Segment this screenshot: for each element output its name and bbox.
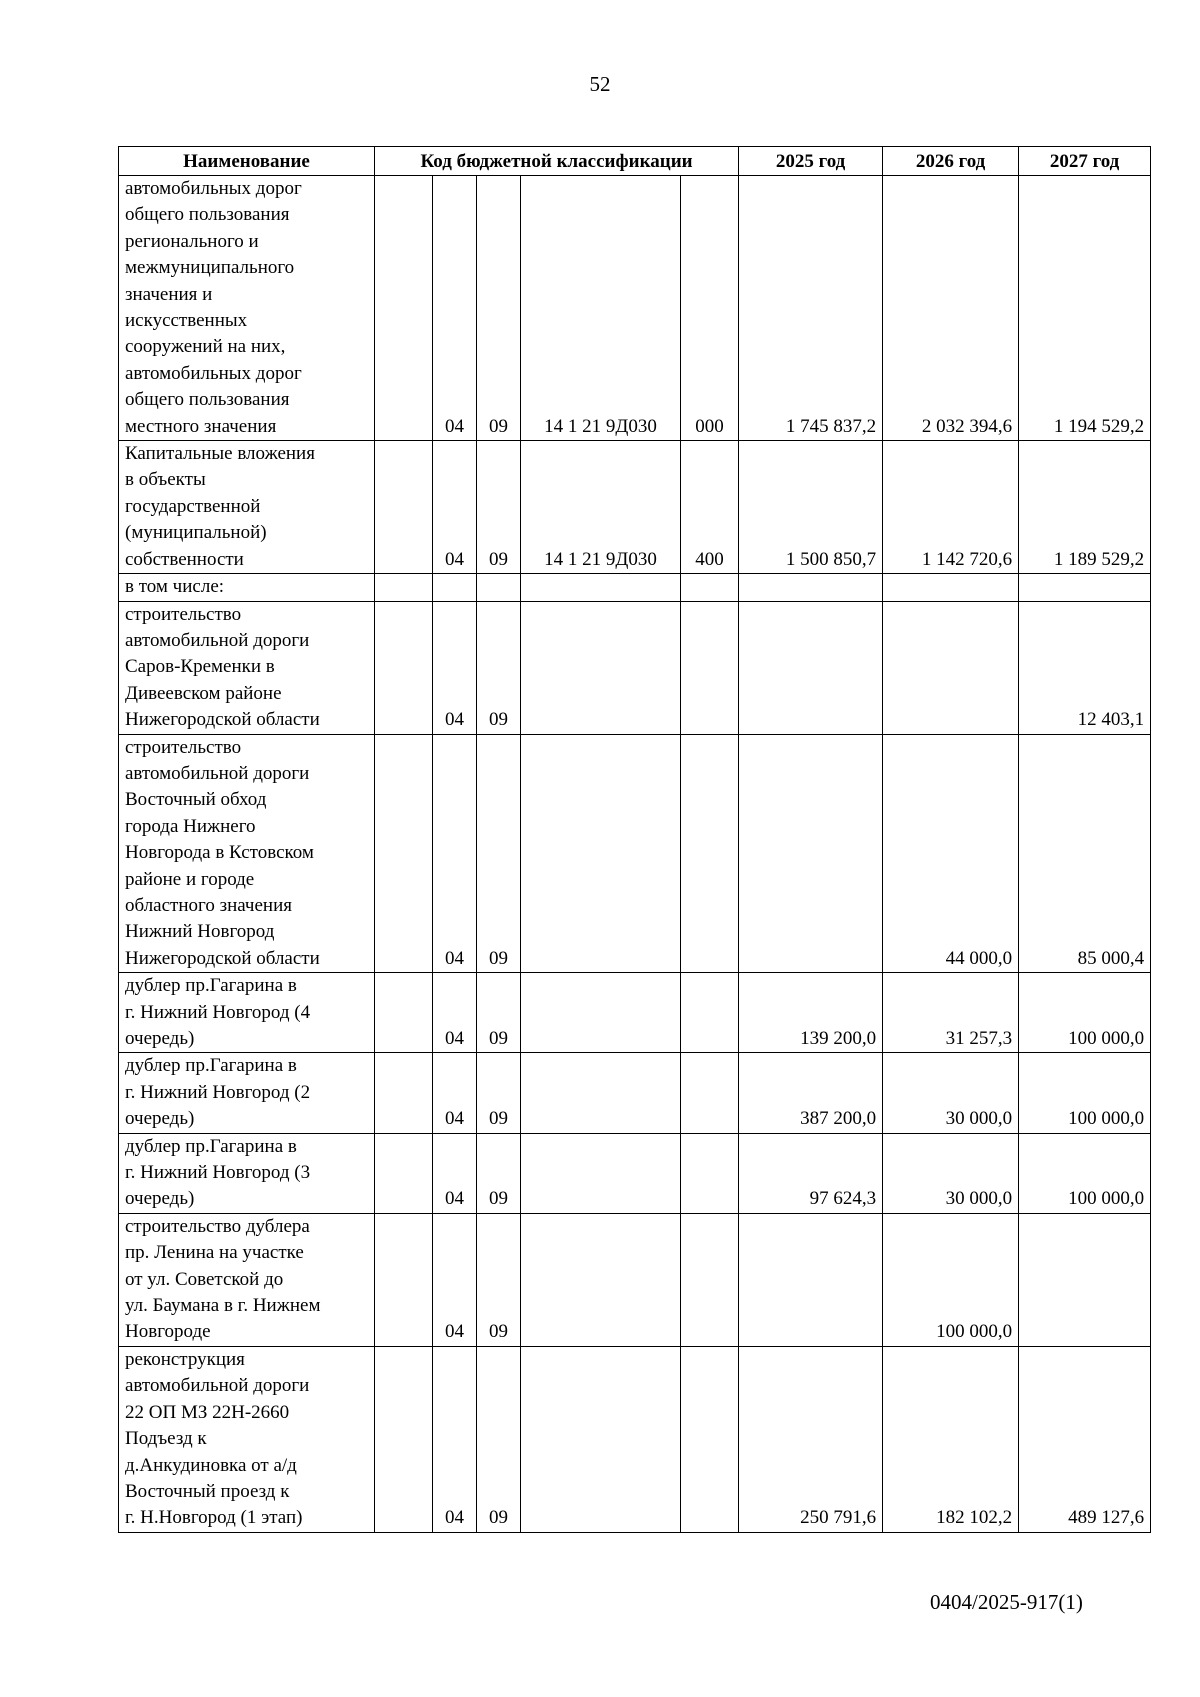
code-section: 04 <box>433 441 477 574</box>
code-expense-type <box>681 1133 739 1213</box>
value-2025: 97 624,3 <box>739 1133 883 1213</box>
value-2027: 100 000,0 <box>1019 973 1151 1053</box>
value-2025 <box>739 574 883 601</box>
table-row <box>119 1133 1151 1213</box>
table-row <box>119 601 1151 734</box>
code-section: 04 <box>433 1213 477 1346</box>
value-2025: 139 200,0 <box>739 973 883 1053</box>
code-subsection: 09 <box>477 1133 521 1213</box>
value-2025 <box>739 601 883 734</box>
code-expense-type <box>681 574 739 601</box>
header-2026: 2026 год <box>883 147 1019 176</box>
code-target <box>521 973 681 1053</box>
value-2026: 2 032 394,6 <box>883 176 1019 441</box>
code-section: 04 <box>433 973 477 1053</box>
code-subsection <box>477 574 521 601</box>
value-2025 <box>739 1213 883 1346</box>
code-subsection: 09 <box>477 1346 521 1532</box>
value-2026 <box>883 574 1019 601</box>
table-row <box>119 734 1151 973</box>
header-2027: 2027 год <box>1019 147 1151 176</box>
table-row <box>119 973 1151 1053</box>
code-subsection: 09 <box>477 176 521 441</box>
row-name: автомобильных дорог общего пользования регионального и межмуниципального значения и искусственных сооружений на них, автомобильных дорог общего пользования местного значения <box>119 176 375 441</box>
code-expense-type <box>681 1213 739 1346</box>
code-part-1 <box>375 1133 433 1213</box>
row-name: строительство автомобильной дороги Саров-Кременки в Дивеевском районе Нижегородской области <box>119 601 375 734</box>
code-target <box>521 1346 681 1532</box>
value-2026: 30 000,0 <box>883 1053 1019 1133</box>
code-target <box>521 734 681 973</box>
table-row <box>119 1053 1151 1133</box>
code-expense-type <box>681 1346 739 1532</box>
row-name: дублер пр.Гагарина в г. Нижний Новгород (2 очередь) <box>119 1053 375 1133</box>
value-2025: 1 745 837,2 <box>739 176 883 441</box>
code-part-1 <box>375 574 433 601</box>
code-expense-type <box>681 973 739 1053</box>
row-name: строительство автомобильной дороги Восточный обход города Нижнего Новгорода в Кстовском районе и городе областного значения Нижний Новгород Нижегородской области <box>119 734 375 973</box>
code-target: 14 1 21 9Д030 <box>521 441 681 574</box>
value-2026 <box>883 601 1019 734</box>
code-expense-type <box>681 1053 739 1133</box>
value-2026: 100 000,0 <box>883 1213 1019 1346</box>
value-2027: 489 127,6 <box>1019 1346 1151 1532</box>
code-section: 04 <box>433 601 477 734</box>
code-expense-type: 400 <box>681 441 739 574</box>
code-section: 04 <box>433 1346 477 1532</box>
code-expense-type: 000 <box>681 176 739 441</box>
code-subsection: 09 <box>477 1213 521 1346</box>
code-subsection: 09 <box>477 734 521 973</box>
value-2025: 387 200,0 <box>739 1053 883 1133</box>
row-name: строительство дублера пр. Ленина на участке от ул. Советской до ул. Баумана в г. Нижнем Новгороде <box>119 1213 375 1346</box>
row-name: Капитальные вложения в объекты государственной (муниципальной) собственности <box>119 441 375 574</box>
code-section: 04 <box>433 1133 477 1213</box>
value-2026: 31 257,3 <box>883 973 1019 1053</box>
value-2027: 1 194 529,2 <box>1019 176 1151 441</box>
code-target <box>521 601 681 734</box>
code-expense-type <box>681 601 739 734</box>
code-target <box>521 574 681 601</box>
code-target <box>521 1213 681 1346</box>
code-target: 14 1 21 9Д030 <box>521 176 681 441</box>
value-2026: 30 000,0 <box>883 1133 1019 1213</box>
header-name: Наименование <box>119 147 375 176</box>
value-2025: 1 500 850,7 <box>739 441 883 574</box>
code-part-1 <box>375 1213 433 1346</box>
code-subsection: 09 <box>477 1053 521 1133</box>
value-2027 <box>1019 1213 1151 1346</box>
code-part-1 <box>375 973 433 1053</box>
value-2027: 85 000,4 <box>1019 734 1151 973</box>
code-subsection: 09 <box>477 441 521 574</box>
code-part-1 <box>375 1053 433 1133</box>
code-target <box>521 1133 681 1213</box>
code-section: 04 <box>433 734 477 973</box>
document-reference: 0404/2025-917(1) <box>930 1590 1083 1614</box>
table-row <box>119 574 1151 601</box>
value-2027: 1 189 529,2 <box>1019 441 1151 574</box>
header-code: Код бюджетной классификации <box>375 147 739 176</box>
code-part-1 <box>375 1346 433 1532</box>
table-row <box>119 176 1151 441</box>
value-2027: 12 403,1 <box>1019 601 1151 734</box>
value-2027: 100 000,0 <box>1019 1053 1151 1133</box>
header-2025: 2025 год <box>739 147 883 176</box>
row-name: реконструкция автомобильной дороги 22 ОП МЗ 22Н-2660 Подъезд к д.Анкудиновка от а/д Восточный проезд к г. Н.Новгород (1 этап) <box>119 1346 375 1532</box>
value-2026: 44 000,0 <box>883 734 1019 973</box>
value-2025: 250 791,6 <box>739 1346 883 1532</box>
code-part-1 <box>375 441 433 574</box>
table-row <box>119 1213 1151 1346</box>
header-row <box>119 147 1151 176</box>
value-2026: 182 102,2 <box>883 1346 1019 1532</box>
code-section <box>433 574 477 601</box>
code-part-1 <box>375 176 433 441</box>
value-2026: 1 142 720,6 <box>883 441 1019 574</box>
value-2025 <box>739 734 883 973</box>
value-2027 <box>1019 574 1151 601</box>
table-row <box>119 441 1151 574</box>
code-subsection: 09 <box>477 601 521 734</box>
code-section: 04 <box>433 176 477 441</box>
code-section: 04 <box>433 1053 477 1133</box>
code-subsection: 09 <box>477 973 521 1053</box>
code-part-1 <box>375 601 433 734</box>
budget-table <box>118 146 1151 1533</box>
code-part-1 <box>375 734 433 973</box>
row-name: в том числе: <box>119 574 375 601</box>
page-number: 52 <box>589 72 611 96</box>
row-name: дублер пр.Гагарина в г. Нижний Новгород (3 очередь) <box>119 1133 375 1213</box>
row-name: дублер пр.Гагарина в г. Нижний Новгород (4 очередь) <box>119 973 375 1053</box>
code-target <box>521 1053 681 1133</box>
table-row <box>119 1346 1151 1532</box>
code-expense-type <box>681 734 739 973</box>
value-2027: 100 000,0 <box>1019 1133 1151 1213</box>
